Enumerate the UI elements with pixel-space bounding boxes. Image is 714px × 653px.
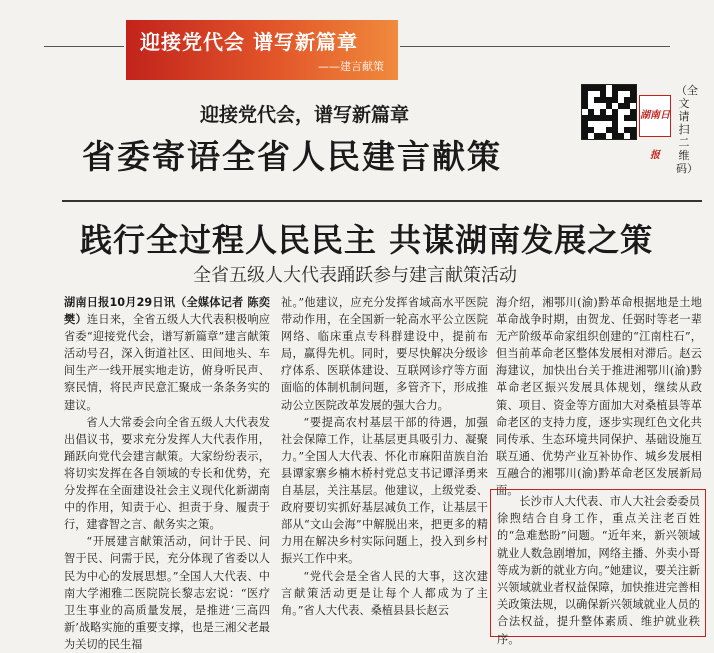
newspaper-logo: 湖南日报 — [639, 95, 671, 137]
article-column-2 — [281, 294, 488, 619]
paragraph — [64, 294, 270, 414]
banner-title: 迎接党代会 谱写新篇章 — [140, 30, 358, 54]
paragraph: 海介绍，湘鄂川(渝)黔革命根据地是土地革命战争时期，由贺龙、任弼时等老一辈无产阶级革命家组织创建的“江南柱石”，但当前革命老区整体发展相对滞后。赵云海建议，加快出台关于推进湘鄂川(渝)黔革命老区振兴发展具体规划，继续从政策、项目、资金等方面加大对桑植县等革命老区的支持力度，逐步实现红色文化共同传承、生态环境共同保护、基础设施互联互通、优势产业互补协作、城乡发展相互融合的湘鄂川(渝)黔革命老区发展新局面。 — [496, 296, 702, 498]
headline-kicker: 迎接党代会，谱写新篇章 — [200, 104, 410, 126]
paragraph: “要提高农村基层干部的待遇，加强社会保障工作，让基层更具吸引力、凝聚力。”全国人大代表、怀化市麻阳苗族自治县谭家寨乡楠木桥村党总支书记谭泽勇来自基层，关注基层。他建议，上级党委、政府要切实抓好基层减负工作，让基层干部从“文山会海”中解脱出来，把更多的精力用在解决乡村实际问题上，投入到乡村振兴工作中来。 — [281, 415, 488, 566]
section-banner — [126, 20, 398, 80]
paragraph-text: 连日来，全省五级人大代表积极响应省委“迎接党代会，谱写新篇章”建言献策活动号召，深入街道社区、田间地头、车间生产一线开展实地走访，俯身听民声、察民情，将民声民意汇聚成一条条务实的建议。 — [64, 313, 270, 412]
article-subtitle: 全省五级人大代表踊跃参与建言献策活动 — [193, 265, 517, 286]
section-divider — [62, 200, 702, 202]
banner-subtitle: ——建言献策 — [318, 60, 384, 73]
scan-note: （全文请扫二维码） — [676, 84, 698, 175]
divider — [400, 46, 670, 47]
headline-main: 省委寄语全省人民建言献策 — [82, 137, 502, 176]
article-title: 践行全过程人民民主 共谋湖南发展之策 — [80, 221, 654, 259]
qr-code[interactable] — [581, 84, 637, 140]
dateline: 湖南日报10月29日讯（全媒体记者 陈奕樊） — [64, 296, 270, 327]
paragraph: “开展建言献策活动，问计于民、问智于民、问需于民，充分体现了省委以人民为中心的发展思想。”全国人大代表、中南大学湘雅二医院院长黎志宏说：“医疗卫生事业的高质量发展，是推进‘三高四新’战略实施的重要支撑，也是三湘父老最为关切的民生福 — [64, 535, 270, 651]
paragraph: 祉。”他建议，应充分发挥省域高水平医院带动作用，在全国新一轮高水平公立医院网络、临床重点专科群建设中，提前布局，赢得先机。同时，要尽快解决分级诊疗体系、医联体建设、互联网诊疗等方面面临的体制机制问题，多管齐下，形成推动公立医院改革发展的强大合力。 — [281, 296, 488, 412]
article-column-1 — [64, 294, 270, 653]
paragraph: “党代会是全省人民的大事，这次建言献策活动更是让每个人都成为了主角。”省人大代表、桑植县县长赵云 — [281, 569, 488, 617]
paragraph: 省人大常委会向全省五级人大代表发出倡议书，要求充分发挥人大代表作用，踊跃向党代会建言献策。大家纷纷表示，将切实发挥在各自领域的专长和优势，充分发挥在全面建设社会主义现代化新湖南中的作用，知责于心、担责于身、履责于行，建睿智之言、献务实之策。 — [64, 415, 270, 532]
highlight-box-text — [497, 493, 700, 648]
qr-module — [630, 133, 636, 139]
article-column-3 — [496, 294, 702, 499]
paragraph: 长沙市人大代表、市人大社会委委员徐煦结合自身工作，重点关注老百姓的“急难愁盼”问题。“近年来，新兴领域就业人数急剧增加，网络主播、外卖小哥等成为新的就业方向。”她建议，要关注新兴领域就业者权益保障，加快推进完善相关政策法规，以确保新兴领域就业人员的合法权益，提升整体素质、维护就业秩序。 — [497, 495, 700, 646]
divider — [44, 46, 124, 47]
